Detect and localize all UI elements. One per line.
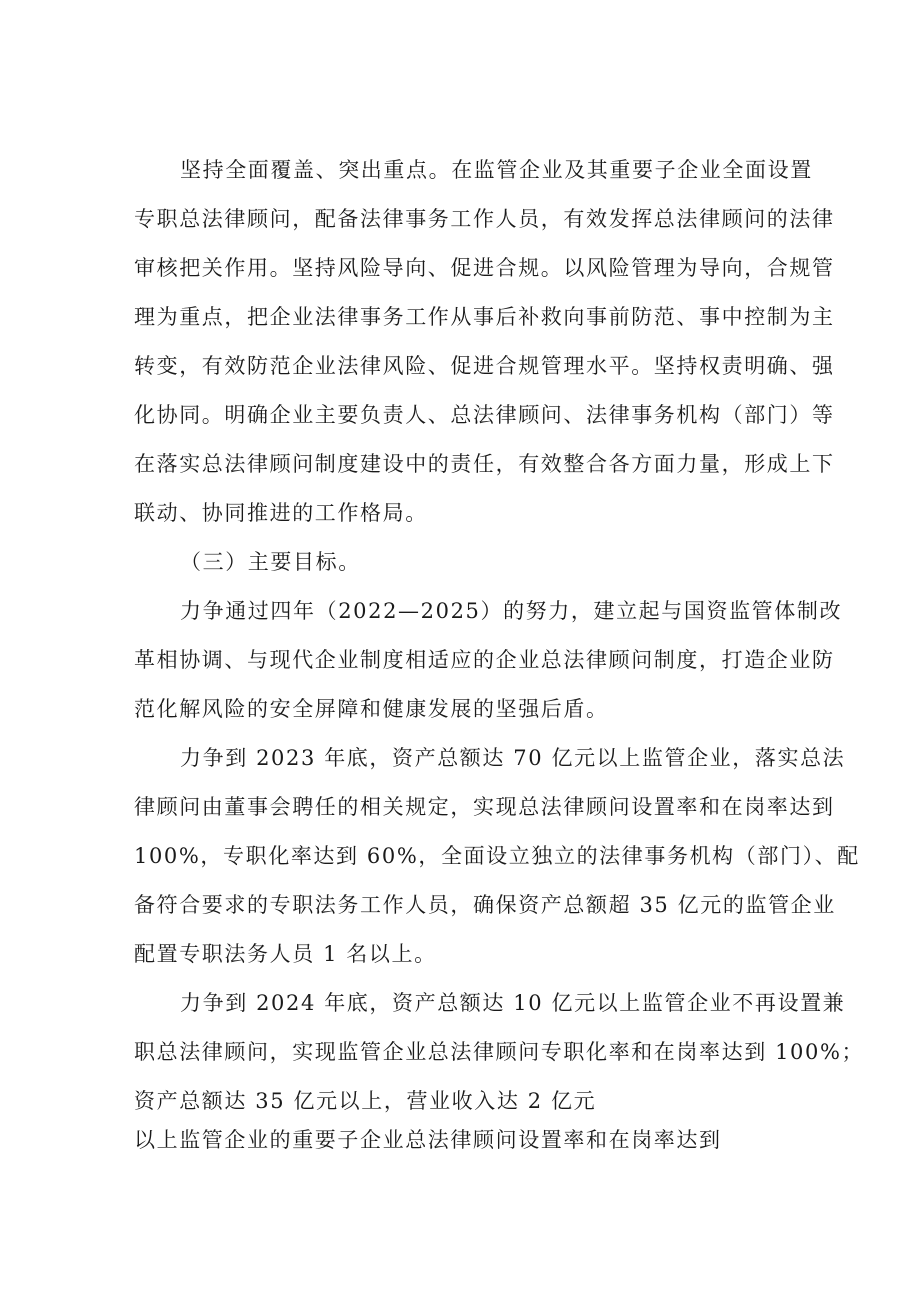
paragraph-goal-2024-line-4: 以上监管企业的重要子企业总法律顾问设置率和在岗率达到 bbox=[134, 1128, 722, 1152]
paragraph-goal-2023-line-3: 100%，专职化率达到 60%，全面设立独立的法律事务机构（部门）、配 bbox=[134, 844, 860, 868]
paragraph-goal-2023-line-5: 配置专职法务人员 1 名以上。 bbox=[134, 942, 437, 966]
paragraph-goal-2023-line-4: 备符合要求的专职法务工作人员，确保资产总额超 35 亿元的监管企业 bbox=[134, 893, 836, 917]
paragraph-goal-overall-line-3: 范化解风险的安全屏障和健康发展的坚强后盾。 bbox=[134, 697, 609, 721]
paragraph-goal-2024-line-1: 力争到 2024 年底，资产总额达 10 亿元以上监管企业不再设置兼 bbox=[180, 991, 846, 1015]
paragraph-goal-2023-line-1: 力争到 2023 年底，资产总额达 70 亿元以上监管企业，落实总法 bbox=[180, 746, 846, 770]
paragraph-principles-line-1: 坚持全面覆盖、突出重点。在监管企业及其重要子企业全面设置 bbox=[180, 158, 813, 182]
paragraph-principles-line-2: 专职总法律顾问，配备法律事务工作人员，有效发挥总法律顾问的法律 bbox=[134, 207, 835, 231]
paragraph-principles-line-3: 审核把关作用。坚持风险导向、促进合规。以风险管理为导向，合规管 bbox=[134, 256, 835, 280]
paragraph-goal-2024-line-3: 资产总额达 35 亿元以上，营业收入达 2 亿元 bbox=[134, 1089, 597, 1113]
section-heading-main-goals: （三）主要目标。 bbox=[180, 550, 361, 574]
paragraph-principles-line-4: 理为重点，把企业法律事务工作从事后补救向事前防范、事中控制为主 bbox=[134, 305, 835, 329]
paragraph-goal-2023-line-2: 律顾问由董事会聘任的相关规定，实现总法律顾问设置率和在岗率达到 bbox=[134, 795, 835, 819]
paragraph-goal-overall-line-1: 力争通过四年（2022—2025）的努力，建立起与国资监管体制改 bbox=[180, 599, 843, 623]
paragraph-goal-overall-line-2: 革相协调、与现代企业制度相适应的企业总法律顾问制度，打造企业防 bbox=[134, 648, 835, 672]
paragraph-principles-line-7: 在落实总法律顾问制度建设中的责任，有效整合各方面力量，形成上下 bbox=[134, 452, 835, 476]
paragraph-principles-line-6: 化协同。明确企业主要负责人、总法律顾问、法律事务机构（部门）等 bbox=[134, 403, 835, 427]
paragraph-principles-line-8: 联动、协同推进的工作格局。 bbox=[134, 501, 428, 525]
paragraph-goal-2024-line-2: 职总法律顾问，实现监管企业总法律顾问专职化率和在岗率达到 100%； bbox=[134, 1040, 865, 1064]
paragraph-principles-line-5: 转变，有效防范企业法律风险、促进合规管理水平。坚持权责明确、强 bbox=[134, 354, 835, 378]
